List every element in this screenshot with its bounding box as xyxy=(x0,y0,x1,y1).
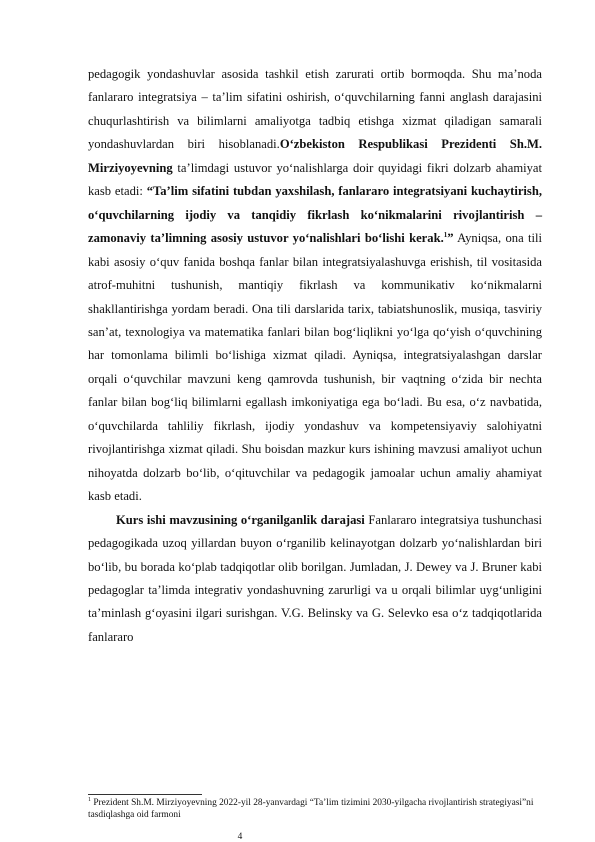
paragraph-intro xyxy=(88,63,542,509)
page-number: 4 xyxy=(237,832,243,842)
footnote-number: 1 xyxy=(88,796,91,803)
paragraph-text: Fanlararo integratsiya tushunchasi pedagogikada uzoq yillardan buyon o‘rganilib kelinayotgan dolzarb yo‘nalishlardan biri bo‘lib, bu borada ko‘plab tadqiqotlar olib borilgan. Jumladan, J. Dewey va J. Bruner kabi pedagoglar ta’limda integrativ yondashuvning zarurligi va u orqali bilimlar uyg‘unligini ta’minlash g‘oyasini ilgari surishgan. V.G. Belinsky va G. Selevko esa o‘z tadqiqotlarida fanlararo xyxy=(88,512,542,644)
quote-text: “Ta’lim sifatini tubdan yaxshilash, fanlararo integratsiyani kuchaytirish, o‘quvchilarning ijodiy va tanqidiy fikrlash ko‘nikmalarini rivojlantirish – zamonaviy ta’limning asosiy ustuvor yo‘nalishlari bo‘lishi kerak. xyxy=(88,184,542,246)
president-name: O‘zbekiston Respublikasi Prezidenti Sh.M. Mirziyoyevning xyxy=(88,137,543,175)
quote-close: ” xyxy=(447,231,454,246)
footnote-text: Prezident Sh.M. Mirziyoyevning 2022-yil 28-yanvardagi “Ta’lim tizimini 2030-yilgacha rivojlantirish strategiyasi”ni tasdiqlashga oid farmoni xyxy=(88,798,534,820)
paragraph-text: pedagogik yondashuvlar asosida tashkil etish zarurati ortib bormoqda. Shu ma’noda fanlararo integratsiya – ta’lim sifatini oshirish, o‘quvchilarning fanni anglash darajasini chuqurlashtirish va bilimlarni amaliyotga tadbiq etishga xizmat qiladigan samarali yondashuvlardan biri hisoblanadi. xyxy=(88,67,542,152)
section-heading: Kurs ishi mavzusining o‘rganilganlik darajasi xyxy=(116,512,365,527)
footnote-divider xyxy=(88,794,202,795)
paragraph-study-level xyxy=(88,509,542,650)
paragraph-text: ta’limdagi ustuvor yo‘nalishlarga doir quyidagi fikri dolzarb ahamiyat kasb etadi: xyxy=(88,160,542,199)
footnote-reference[interactable]: 1 xyxy=(443,230,448,239)
body-text xyxy=(88,63,542,649)
footnote xyxy=(88,797,542,821)
paragraph-text: Ayniqsa, ona tili kabi asosiy o‘quv fanida boshqa fanlar bilan integratsiyalashuvga erishish, til vositasida atrof-muhitni tushunish, mantiqiy fikrlash va kommunikativ ko‘nikmalarni shakllantirishga yordam beradi. Ona tili darslarida tarix, tabiatshunoslik, musiqa, tasviriy san’at, texnologiya va matematika fanlari bilan bog‘liqlikni yo‘lga qo‘yish o‘quvchining har tomonlama bilimli bo‘lishiga xizmat qiladi. Ayniqsa, integratsiyalashgan darslar orqali o‘quvchilar mavzuni keng qamrovda tushunish, bir vaqtning o‘zida bir nechta fanlar bilan bog‘liq bilimlarni egallash imkoniyatiga ega bo‘ladi. Bu esa, o‘z navbatida, o‘quvchilarda tahliliy fikrlash, ijodiy yondashuv va kompetensiyaviy salohiyatni rivojlantirishga xizmat qiladi. Shu boisdan mazkur kurs ishining mavzusi amaliyot uchun nihoyatda dolzarb bo‘lib, o‘qituvchilar va pedagogik jamoalar uchun amaliy ahamiyat kasb etadi. xyxy=(88,231,542,504)
